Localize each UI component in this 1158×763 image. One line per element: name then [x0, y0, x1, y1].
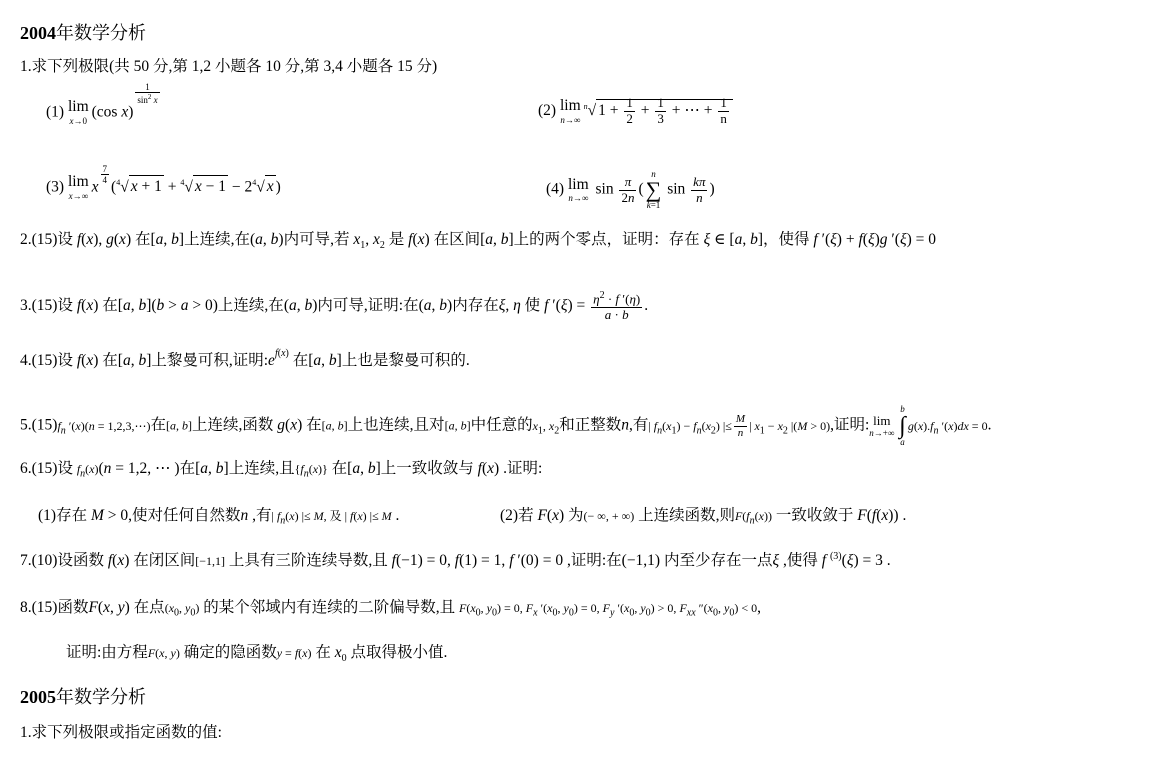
heading-title: 年数学分析	[56, 23, 146, 43]
heading-year: 2004	[20, 23, 56, 43]
question-1: 1.求下列极限(共 50 分,第 1,2 小题各 10 分,第 3,4 小题各 15 分)	[20, 58, 438, 75]
q8-line-2: 证明:由方程F(x, y) 确定的隐函数y = f(x) 在 $x_0$ 点取得极小值.	[66, 644, 448, 665]
heading-title: 年数学分析	[56, 687, 146, 707]
question-8: 8.(15)函数F(x, y) 在点($x_0$, $y_0$) 的某个邻域内有连续的二阶偏导数,且 $F(x_0$, $y_0) = 0$, $F_x$ $'(x_0$, $y_0) = 0$, $F_y$ $'(x_0$, $y_0) > 0$, $F_{xx}$ $''(x_0$, $y_0) < 0$,	[20, 599, 761, 619]
heading-year: 2005	[20, 687, 56, 707]
question-1-2005: 1.求下列极限或指定函数的值:	[20, 724, 222, 741]
q6-part-2: (2)若 F(x) 为(− ∞, + ∞) 上连续函数,则$F(f_n(x))$ 一致收敛于 F(f(x)) .	[500, 507, 907, 527]
question-7: 7.(10)设函数 f(x) 在闭区间[−1,1] 上具有三阶连续导数,且 f(−1) = 0, f(1) = 1, f ′(0) = 0 ,证明:在(−1,1) 内至少存在一点ξ ,使得 f $^{(3)}$(ξ) = 3 .	[20, 551, 891, 570]
question-2: 2.(15)设 f(x), g(x) 在[a, b]上连续,在(a, b)内可导,若 $x_1$, $x_2$ 是 f(x) 在区间[a, b]上的两个零点，证明：存在 ξ ∈ [a, b]，使得 f ′(ξ) + f(ξ)g ′(ξ) = 0	[20, 231, 936, 252]
q6-part-1: (1)存在 M > 0,使对任何自然数n ,有| $f_n(x)$ |≤ M, 及 | f(x) |≤ M .	[38, 507, 400, 527]
question-5: $5.(15)f_n$ ′(x)(n = 1,2,3,⋯)在[a, b]上连续,函数 g(x) 在[a, b]上也连续,且对[a, b]中任意的$x_1$, $x_2$和正整数n,有| $f_n(x_1) - f_n(x_2)$ |≤ $\frac{M}{n}$ | $x_1 - x_2$ |(M > 0),证明: lim n→+∞ b ∫ a $g(x).f_n$ ′(x)dx = 0.	[20, 404, 992, 447]
section-heading-2005	[20, 688, 146, 706]
q1-part-1: (1) lim x→0 (cos x) $^{\frac{1}{\sin^2 x}}$	[46, 82, 158, 126]
q1-part-3: (3) lim x→∞ x $^{\frac{7}{4}}$ ($^4$√ x + 1 + $^4$√ $x - 1 - 2^4√$ x )	[46, 164, 281, 201]
question-4: 4.(15)设 f(x) 在[a, b]上黎曼可积,证明$:e^{f(x)}$ 在[a, b]上也是黎曼可积的.	[20, 348, 470, 370]
question-6: 6.(15)设 $f_n(x)(n = 1,2$, ⋯ )在[a, b]上连续,且$\{f_n(x)\}$ 在[a, b]上一致收敛与 f(x) .证明:	[20, 460, 543, 480]
section-heading-2004	[20, 24, 146, 42]
q1-part-4: (4) lim n→∞ sin $\frac{\pi}{2n}$ ( n ∑ k=1 sin $\frac{k\pi}{n}$ )	[546, 169, 715, 210]
question-3: 3.(15)设 f(x) 在[a, b](b > a > 0)上连续,在(a, b)内可导,证明:在(a, b)内存在ξ, η 使 f ′(ξ) = $\frac{\eta^2 \cdot f '(\eta)}{a \cdot b}$ .	[20, 290, 649, 323]
q1-part-2: (2) lim n→∞ $^n$√ 1 + $\frac{1}{2}$ + $\frac{1}{3}$ + ⋯ + $\frac{1}{n}$	[538, 96, 733, 127]
